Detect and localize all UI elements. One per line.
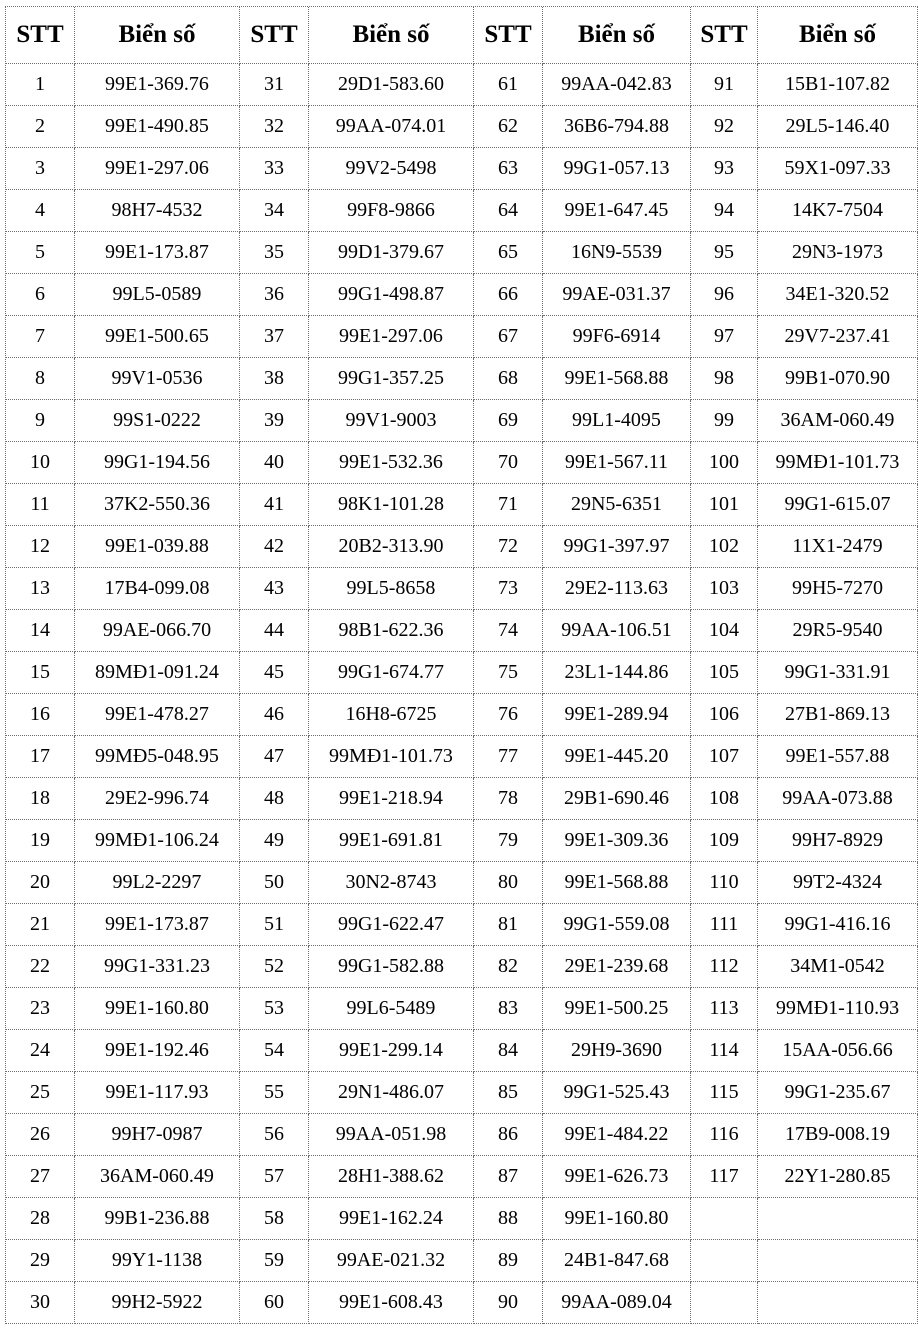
- cell-stt: 58: [240, 1198, 309, 1240]
- header-stt-1: STT: [6, 7, 75, 64]
- cell-plate: 29N3-1973: [758, 232, 918, 274]
- cell-stt: 50: [240, 862, 309, 904]
- cell-stt: 42: [240, 526, 309, 568]
- cell-plate: 29N5-6351: [543, 484, 691, 526]
- cell-stt: 19: [6, 820, 75, 862]
- cell-plate: 99AE-031.37: [543, 274, 691, 316]
- cell-plate: 29V7-237.41: [758, 316, 918, 358]
- cell-stt: [691, 1282, 758, 1324]
- cell-plate: 23L1-144.86: [543, 652, 691, 694]
- cell-plate: 99E1-160.80: [543, 1198, 691, 1240]
- cell-stt: [691, 1240, 758, 1282]
- cell-stt: 89: [474, 1240, 543, 1282]
- cell-plate: 99G1-559.08: [543, 904, 691, 946]
- cell-plate: 99E1-192.46: [75, 1030, 240, 1072]
- cell-stt: 52: [240, 946, 309, 988]
- cell-plate: 99V1-0536: [75, 358, 240, 400]
- cell-plate: 99AA-042.83: [543, 64, 691, 106]
- cell-stt: 28: [6, 1198, 75, 1240]
- table-row: [6, 610, 918, 652]
- cell-stt: 96: [691, 274, 758, 316]
- table-row: [6, 1114, 918, 1156]
- cell-plate: 99G1-235.67: [758, 1072, 918, 1114]
- cell-plate: 99G1-397.97: [543, 526, 691, 568]
- cell-plate: 99E1-309.36: [543, 820, 691, 862]
- header-plate-4: Biển số: [758, 7, 918, 64]
- cell-plate: 16H8-6725: [309, 694, 474, 736]
- cell-stt: 86: [474, 1114, 543, 1156]
- cell-stt: 114: [691, 1030, 758, 1072]
- cell-plate: 17B4-099.08: [75, 568, 240, 610]
- cell-plate: 99G1-615.07: [758, 484, 918, 526]
- cell-stt: 84: [474, 1030, 543, 1072]
- cell-plate: 36B6-794.88: [543, 106, 691, 148]
- cell-plate: 99E1-297.06: [75, 148, 240, 190]
- cell-plate: 99E1-117.93: [75, 1072, 240, 1114]
- cell-stt: 39: [240, 400, 309, 442]
- cell-plate: 98K1-101.28: [309, 484, 474, 526]
- cell-stt: 49: [240, 820, 309, 862]
- cell-stt: 79: [474, 820, 543, 862]
- cell-stt: 18: [6, 778, 75, 820]
- cell-plate: 99E1-484.22: [543, 1114, 691, 1156]
- cell-stt: 45: [240, 652, 309, 694]
- cell-plate: 99AA-074.01: [309, 106, 474, 148]
- cell-plate: 29E2-113.63: [543, 568, 691, 610]
- cell-plate: 99G1-622.47: [309, 904, 474, 946]
- cell-stt: 41: [240, 484, 309, 526]
- cell-plate: 99E1-162.24: [309, 1198, 474, 1240]
- cell-stt: 24: [6, 1030, 75, 1072]
- cell-stt: 110: [691, 862, 758, 904]
- table-row: [6, 736, 918, 778]
- cell-stt: 78: [474, 778, 543, 820]
- cell-stt: 36: [240, 274, 309, 316]
- cell-plate: 99E1-567.11: [543, 442, 691, 484]
- cell-plate: 99AE-066.70: [75, 610, 240, 652]
- cell-stt: 47: [240, 736, 309, 778]
- cell-plate: 99L6-5489: [309, 988, 474, 1030]
- cell-stt: 63: [474, 148, 543, 190]
- cell-stt: 30: [6, 1282, 75, 1324]
- cell-stt: 60: [240, 1282, 309, 1324]
- cell-plate: 99E1-289.94: [543, 694, 691, 736]
- cell-plate: 99AA-089.04: [543, 1282, 691, 1324]
- cell-plate: 99E1-647.45: [543, 190, 691, 232]
- cell-stt: 22: [6, 946, 75, 988]
- cell-stt: 62: [474, 106, 543, 148]
- header-stt-2: STT: [240, 7, 309, 64]
- cell-stt: 53: [240, 988, 309, 1030]
- cell-plate: 29E1-239.68: [543, 946, 691, 988]
- cell-plate: 99MĐ1-106.24: [75, 820, 240, 862]
- cell-stt: 116: [691, 1114, 758, 1156]
- header-row: [6, 7, 918, 64]
- header-plate-2: Biển số: [309, 7, 474, 64]
- cell-plate: 99AA-073.88: [758, 778, 918, 820]
- table-row: [6, 316, 918, 358]
- cell-plate: 99AA-106.51: [543, 610, 691, 652]
- table-row: [6, 1072, 918, 1114]
- cell-plate: 99E1-369.76: [75, 64, 240, 106]
- cell-stt: 26: [6, 1114, 75, 1156]
- cell-plate: 99H7-0987: [75, 1114, 240, 1156]
- cell-stt: 65: [474, 232, 543, 274]
- cell-stt: 90: [474, 1282, 543, 1324]
- cell-plate: 99G1-057.13: [543, 148, 691, 190]
- table-body: [6, 64, 918, 1324]
- cell-plate: 27B1-869.13: [758, 694, 918, 736]
- cell-stt: 111: [691, 904, 758, 946]
- table-row: [6, 778, 918, 820]
- cell-stt: 101: [691, 484, 758, 526]
- cell-plate: 99AA-051.98: [309, 1114, 474, 1156]
- cell-plate: 99G1-416.16: [758, 904, 918, 946]
- cell-stt: 40: [240, 442, 309, 484]
- cell-plate: 99G1-331.23: [75, 946, 240, 988]
- cell-plate: 36AM-060.49: [758, 400, 918, 442]
- cell-stt: 37: [240, 316, 309, 358]
- cell-stt: 75: [474, 652, 543, 694]
- cell-stt: 20: [6, 862, 75, 904]
- cell-stt: 12: [6, 526, 75, 568]
- cell-stt: 33: [240, 148, 309, 190]
- cell-plate: 29E2-996.74: [75, 778, 240, 820]
- cell-plate: 98H7-4532: [75, 190, 240, 232]
- cell-stt: 104: [691, 610, 758, 652]
- cell-plate: 99E1-160.80: [75, 988, 240, 1030]
- cell-plate: 99E1-532.36: [309, 442, 474, 484]
- cell-stt: 95: [691, 232, 758, 274]
- cell-stt: 87: [474, 1156, 543, 1198]
- cell-stt: 77: [474, 736, 543, 778]
- cell-plate: 99E1-691.81: [309, 820, 474, 862]
- cell-stt: 91: [691, 64, 758, 106]
- cell-plate: 99E1-568.88: [543, 862, 691, 904]
- table-row: [6, 652, 918, 694]
- cell-stt: 93: [691, 148, 758, 190]
- table-row: [6, 64, 918, 106]
- cell-stt: 5: [6, 232, 75, 274]
- cell-plate: 34M1-0542: [758, 946, 918, 988]
- cell-plate: 99G1-357.25: [309, 358, 474, 400]
- table-row: [6, 484, 918, 526]
- cell-stt: 112: [691, 946, 758, 988]
- cell-plate: 99F8-9866: [309, 190, 474, 232]
- cell-plate: 29D1-583.60: [309, 64, 474, 106]
- cell-stt: 55: [240, 1072, 309, 1114]
- cell-stt: 25: [6, 1072, 75, 1114]
- cell-stt: 73: [474, 568, 543, 610]
- cell-stt: 83: [474, 988, 543, 1030]
- table-row: [6, 988, 918, 1030]
- cell-stt: 106: [691, 694, 758, 736]
- cell-stt: 82: [474, 946, 543, 988]
- cell-plate: 99G1-674.77: [309, 652, 474, 694]
- cell-stt: [691, 1198, 758, 1240]
- cell-stt: 81: [474, 904, 543, 946]
- cell-stt: 51: [240, 904, 309, 946]
- cell-stt: 4: [6, 190, 75, 232]
- table-row: [6, 190, 918, 232]
- cell-plate: 29R5-9540: [758, 610, 918, 652]
- cell-plate: 99T2-4324: [758, 862, 918, 904]
- cell-stt: 1: [6, 64, 75, 106]
- cell-stt: 10: [6, 442, 75, 484]
- cell-plate: 99G1-331.91: [758, 652, 918, 694]
- cell-plate: 99H5-7270: [758, 568, 918, 610]
- cell-stt: 16: [6, 694, 75, 736]
- cell-plate: 15AA-056.66: [758, 1030, 918, 1072]
- cell-stt: 72: [474, 526, 543, 568]
- cell-plate: 99H7-8929: [758, 820, 918, 862]
- cell-stt: 98: [691, 358, 758, 400]
- table-row: [6, 400, 918, 442]
- cell-plate: 99MĐ1-101.73: [309, 736, 474, 778]
- cell-plate: [758, 1198, 918, 1240]
- header-plate-1: Biển số: [75, 7, 240, 64]
- cell-stt: 85: [474, 1072, 543, 1114]
- cell-stt: 71: [474, 484, 543, 526]
- table-row: [6, 232, 918, 274]
- cell-stt: 38: [240, 358, 309, 400]
- cell-plate: 36AM-060.49: [75, 1156, 240, 1198]
- cell-plate: 34E1-320.52: [758, 274, 918, 316]
- cell-stt: 66: [474, 274, 543, 316]
- cell-stt: 107: [691, 736, 758, 778]
- cell-plate: 99MĐ1-110.93: [758, 988, 918, 1030]
- table-row: [6, 106, 918, 148]
- cell-stt: 32: [240, 106, 309, 148]
- cell-plate: 20B2-313.90: [309, 526, 474, 568]
- cell-plate: 29H9-3690: [543, 1030, 691, 1072]
- cell-plate: 99V1-9003: [309, 400, 474, 442]
- cell-plate: 99E1-490.85: [75, 106, 240, 148]
- cell-stt: 100: [691, 442, 758, 484]
- cell-plate: 99MĐ5-048.95: [75, 736, 240, 778]
- cell-stt: 3: [6, 148, 75, 190]
- table-row: [6, 442, 918, 484]
- cell-plate: 29L5-146.40: [758, 106, 918, 148]
- cell-stt: 14: [6, 610, 75, 652]
- cell-plate: 99E1-568.88: [543, 358, 691, 400]
- header-plate-3: Biển số: [543, 7, 691, 64]
- cell-stt: 59: [240, 1240, 309, 1282]
- cell-stt: 103: [691, 568, 758, 610]
- table-row: [6, 946, 918, 988]
- table-row: [6, 862, 918, 904]
- cell-stt: 7: [6, 316, 75, 358]
- cell-plate: 89MĐ1-091.24: [75, 652, 240, 694]
- cell-stt: 117: [691, 1156, 758, 1198]
- cell-plate: 99B1-070.90: [758, 358, 918, 400]
- cell-stt: 109: [691, 820, 758, 862]
- cell-stt: 92: [691, 106, 758, 148]
- cell-plate: 99G1-498.87: [309, 274, 474, 316]
- cell-plate: 30N2-8743: [309, 862, 474, 904]
- cell-stt: 61: [474, 64, 543, 106]
- cell-plate: 99E1-608.43: [309, 1282, 474, 1324]
- cell-plate: 99G1-525.43: [543, 1072, 691, 1114]
- cell-stt: 105: [691, 652, 758, 694]
- cell-plate: 16N9-5539: [543, 232, 691, 274]
- cell-plate: [758, 1240, 918, 1282]
- cell-plate: 17B9-008.19: [758, 1114, 918, 1156]
- table-row: [6, 274, 918, 316]
- cell-plate: [758, 1282, 918, 1324]
- cell-stt: 88: [474, 1198, 543, 1240]
- cell-stt: 31: [240, 64, 309, 106]
- cell-plate: 98B1-622.36: [309, 610, 474, 652]
- table-row: [6, 526, 918, 568]
- cell-stt: 48: [240, 778, 309, 820]
- table-row: [6, 820, 918, 862]
- cell-stt: 43: [240, 568, 309, 610]
- cell-plate: 99E1-039.88: [75, 526, 240, 568]
- cell-stt: 8: [6, 358, 75, 400]
- cell-plate: 99E1-500.25: [543, 988, 691, 1030]
- cell-stt: 15: [6, 652, 75, 694]
- cell-stt: 56: [240, 1114, 309, 1156]
- cell-plate: 59X1-097.33: [758, 148, 918, 190]
- cell-stt: 46: [240, 694, 309, 736]
- cell-stt: 27: [6, 1156, 75, 1198]
- cell-stt: 23: [6, 988, 75, 1030]
- cell-plate: 99L5-0589: [75, 274, 240, 316]
- cell-plate: 99E1-478.27: [75, 694, 240, 736]
- cell-plate: 99E1-557.88: [758, 736, 918, 778]
- cell-plate: 22Y1-280.85: [758, 1156, 918, 1198]
- cell-stt: 99: [691, 400, 758, 442]
- table-row: [6, 694, 918, 736]
- cell-plate: 99E1-173.87: [75, 904, 240, 946]
- cell-plate: 99E1-297.06: [309, 316, 474, 358]
- cell-plate: 99L2-2297: [75, 862, 240, 904]
- cell-stt: 64: [474, 190, 543, 232]
- cell-plate: 99H2-5922: [75, 1282, 240, 1324]
- table-row: [6, 148, 918, 190]
- cell-plate: 99MĐ1-101.73: [758, 442, 918, 484]
- table-row: [6, 358, 918, 400]
- cell-stt: 6: [6, 274, 75, 316]
- table-row: [6, 1282, 918, 1324]
- cell-stt: 68: [474, 358, 543, 400]
- cell-plate: 37K2-550.36: [75, 484, 240, 526]
- cell-stt: 102: [691, 526, 758, 568]
- table-row: [6, 904, 918, 946]
- cell-plate: 99Y1-1138: [75, 1240, 240, 1282]
- cell-stt: 67: [474, 316, 543, 358]
- cell-stt: 74: [474, 610, 543, 652]
- cell-plate: 99B1-236.88: [75, 1198, 240, 1240]
- cell-plate: 29B1-690.46: [543, 778, 691, 820]
- cell-stt: 35: [240, 232, 309, 274]
- table-row: [6, 1198, 918, 1240]
- cell-plate: 99G1-582.88: [309, 946, 474, 988]
- cell-stt: 57: [240, 1156, 309, 1198]
- table-row: [6, 1240, 918, 1282]
- cell-plate: 14K7-7504: [758, 190, 918, 232]
- cell-stt: 108: [691, 778, 758, 820]
- cell-plate: 99L1-4095: [543, 400, 691, 442]
- cell-stt: 2: [6, 106, 75, 148]
- cell-stt: 54: [240, 1030, 309, 1072]
- cell-stt: 34: [240, 190, 309, 232]
- license-plate-table: [5, 6, 918, 1324]
- cell-stt: 13: [6, 568, 75, 610]
- cell-stt: 97: [691, 316, 758, 358]
- cell-plate: 24B1-847.68: [543, 1240, 691, 1282]
- cell-stt: 76: [474, 694, 543, 736]
- cell-stt: 70: [474, 442, 543, 484]
- cell-plate: 99L5-8658: [309, 568, 474, 610]
- cell-stt: 17: [6, 736, 75, 778]
- cell-stt: 9: [6, 400, 75, 442]
- cell-plate: 15B1-107.82: [758, 64, 918, 106]
- cell-stt: 115: [691, 1072, 758, 1114]
- table-row: [6, 1156, 918, 1198]
- table-row: [6, 568, 918, 610]
- cell-plate: 99E1-626.73: [543, 1156, 691, 1198]
- cell-plate: 99G1-194.56: [75, 442, 240, 484]
- header-stt-4: STT: [691, 7, 758, 64]
- cell-plate: 99V2-5498: [309, 148, 474, 190]
- cell-plate: 99D1-379.67: [309, 232, 474, 274]
- cell-plate: 99E1-500.65: [75, 316, 240, 358]
- cell-plate: 99F6-6914: [543, 316, 691, 358]
- table-header: [6, 7, 918, 64]
- cell-plate: 99E1-218.94: [309, 778, 474, 820]
- cell-stt: 80: [474, 862, 543, 904]
- cell-stt: 29: [6, 1240, 75, 1282]
- cell-stt: 44: [240, 610, 309, 652]
- cell-stt: 21: [6, 904, 75, 946]
- cell-stt: 11: [6, 484, 75, 526]
- header-stt-3: STT: [474, 7, 543, 64]
- table-row: [6, 1030, 918, 1072]
- cell-plate: 11X1-2479: [758, 526, 918, 568]
- cell-stt: 94: [691, 190, 758, 232]
- cell-stt: 113: [691, 988, 758, 1030]
- cell-plate: 29N1-486.07: [309, 1072, 474, 1114]
- cell-plate: 99E1-173.87: [75, 232, 240, 274]
- cell-stt: 69: [474, 400, 543, 442]
- cell-plate: 99E1-445.20: [543, 736, 691, 778]
- cell-plate: 99AE-021.32: [309, 1240, 474, 1282]
- cell-plate: 99S1-0222: [75, 400, 240, 442]
- cell-plate: 99E1-299.14: [309, 1030, 474, 1072]
- cell-plate: 28H1-388.62: [309, 1156, 474, 1198]
